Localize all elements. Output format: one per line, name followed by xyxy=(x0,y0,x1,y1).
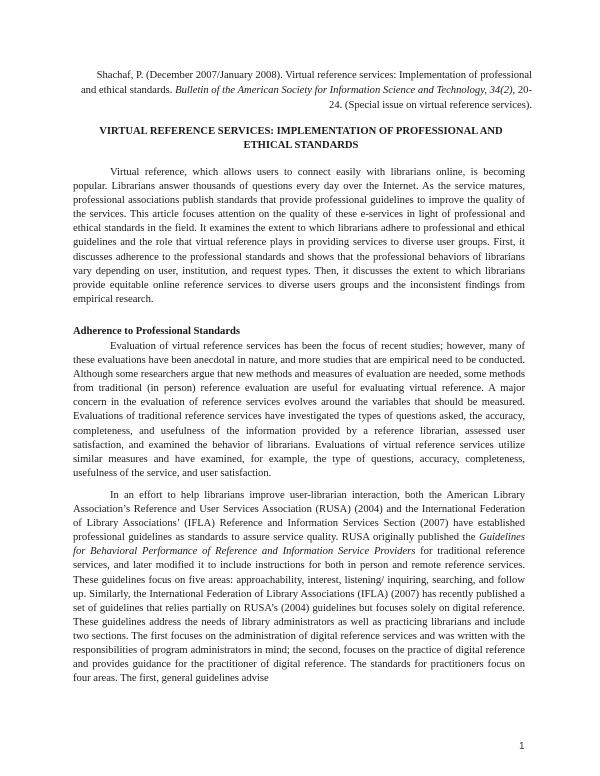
paragraph-text: In an effort to help librarians improve user-librarian interaction, both the American Library Association’s Reference and User Services Association (RUSA) (2004) and the International Federation of Library Associations’ (IFLA) Reference and Information Services Section (2007) have established professional guidelines as standards to assure service quality. RUSA originally published the xyxy=(73,490,525,544)
body-paragraph-2 xyxy=(73,489,525,686)
paragraph-text-continued: for traditional reference services, and later modified it to include instructions for both in person and remote reference services. These guidelines focus on five areas: approachability, interest, listening/ inquiring, searching, and follow up. Similarly, the International Federation of Library Associations (IFLA) (2007) has recently published a set of guidelines that relies partially on RUSA’s (2004) guidelines but focuses solely on digital reference. These guidelines address the needs of library administrators as well as practicing librarians and include two sections. The first focuses on the administration of digital reference services and was written with the responsibilities of program administrators in mind; the second, focuses on the practice of digital reference and provides guidance for the practitioner of digital reference. The standards for practitioners focus on four areas. The first, general guidelines advise xyxy=(73,546,526,685)
page-number: 1 xyxy=(519,741,525,752)
citation-pages: 20-24. (Special issue on virtual reference services). xyxy=(329,84,532,111)
citation xyxy=(80,69,532,113)
abstract-paragraph: Virtual reference, which allows users to connect easily with librarians online, is becoming popular. Librarians answer thousands of questions every day over the Internet. As the service matures, professional associations publish standards that provide professional guidelines to improve the quality of the services. This article focuses attention on the quality of these e-services in light of professional and ethical standards in the field. It examines the extent to which librarians adhere to professional and ethical guidelines and the role that virtual reference plays in providing services to diverse user groups. First, it discusses adherence to the professional standards and shows that the professional behaviors of librarians vary depending on user, institution, and request types. Then, it discusses the extent to which librarians provide equitable online reference services to diverse users groups and the inconsistent findings from empirical research. xyxy=(73,167,525,305)
body-paragraph-1: Evaluation of virtual reference services has been the focus of recent studies; however, many of these evaluations have been anecdotal in nature, and more studies that are empirical need to be conducted. Although some researchers argue that new methods and measures of evaluation are needed, some methods from traditional (in person) reference evaluation are useful for evaluating virtual reference. A major concern in the evaluation of reference services evolves around the variables that should be measured. Evaluations of traditional reference services have investigated the types of questions asked, the accuracy, completeness, and usefulness of the information provided by a reference librarian, assessed user satisfaction, and examined the behavior of librarians. Evaluations of virtual reference services utilize similar measures and have examined, for example, the type of questions, accuracy, completeness, usefulness of the service, and user satisfaction. xyxy=(73,341,525,479)
guidelines-title: Guidelines for Behavioral Performance of Reference and Information Service Providers xyxy=(73,532,525,558)
citation-text: Shachaf, P. (December 2007/January 2008). Virtual reference services: Implementation of professional and ethical standards. xyxy=(80,70,532,96)
article-title: VIRTUAL REFERENCE SERVICES: IMPLEMENTATION OF PROFESSIONAL AND ETHICAL STANDARDS xyxy=(99,126,503,152)
section-heading: Adherence to Professional Standards xyxy=(73,326,241,337)
citation-journal: Bulletin of the American Society for Information Science and Technology, 34(2), xyxy=(175,84,516,96)
